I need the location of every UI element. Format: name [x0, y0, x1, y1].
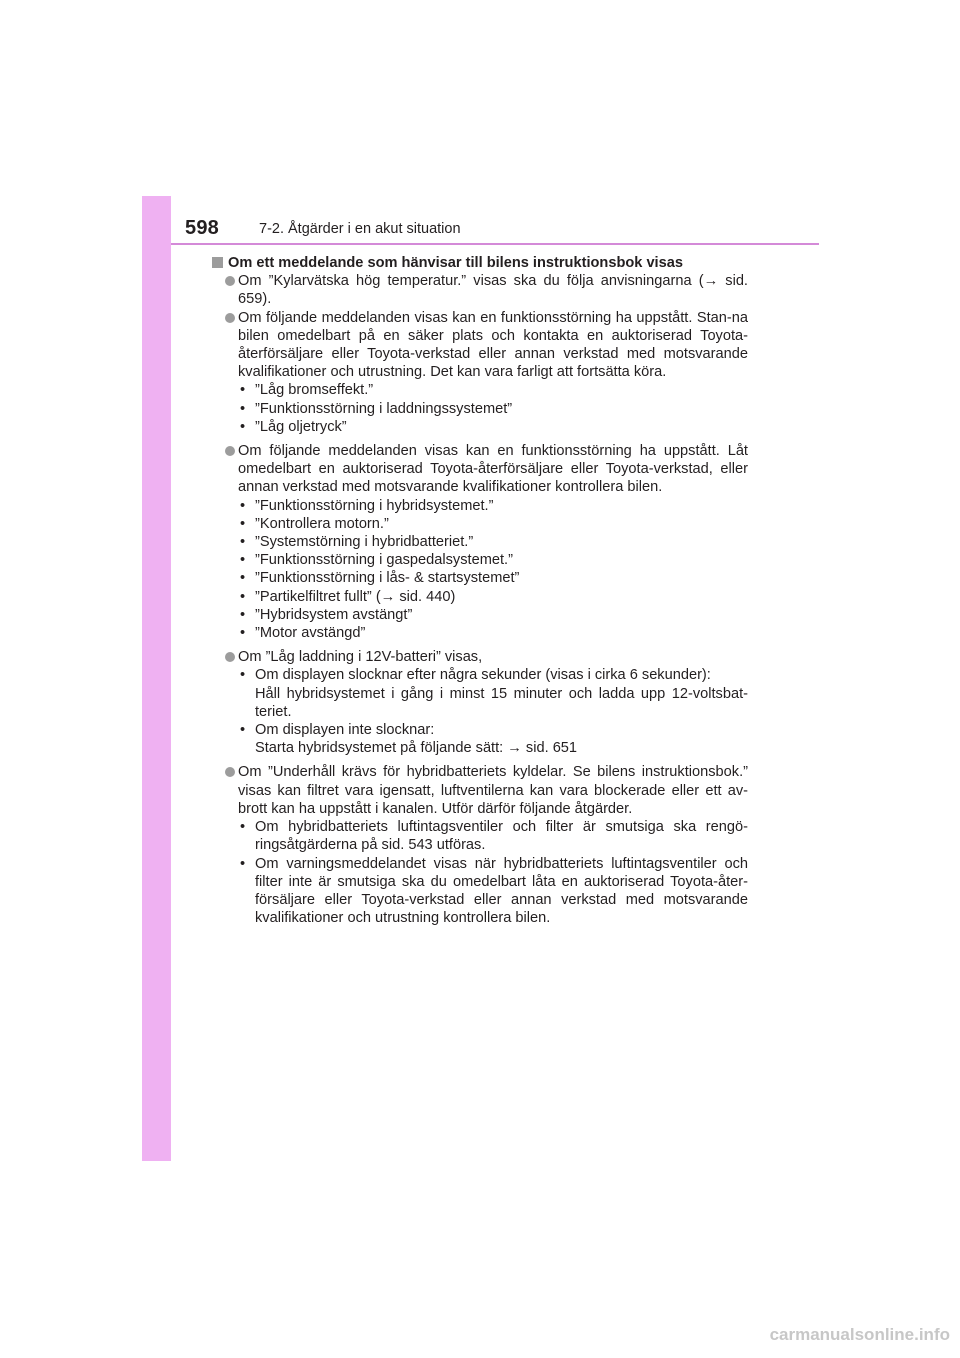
list-item: • ”Funktionsstörning i gaspedalsystemet.” [240, 552, 513, 569]
list-item: • ”Låg bromseffekt.” [240, 382, 374, 399]
list-item: • ”Låg oljetryck” [240, 418, 347, 435]
circle-bullet-icon [225, 446, 235, 456]
list-item: • Om displayen slocknar efter några sekunder (visas i cirka 6 sekunder): Håll hybridsystemet i gång i minst 15 minuter och ladda upp 12-voltsbat-teriet. [240, 667, 748, 720]
paragraph-text: Om ”Underhåll krävs för hybridbatteriets kyldelar. Se bilens instruktionsbok.” visas kan filtret vara igensatt, luftventilerna kan vara blockerade eller ett av-brott kan ha uppstått i kanalen. Utför därför följande åtgärder. [238, 764, 748, 817]
section-heading-text: Om ett meddelande som hänvisar till bilens instruktionsbok visas [228, 255, 683, 271]
instruction-list [212, 666, 748, 757]
message-list [212, 497, 748, 643]
paragraph-text: Om ”Kylarvätska hög temperatur.” visas ska du följa anvisningarna (→ sid. 659). [238, 273, 748, 308]
paragraph-text: Om följande meddelanden visas kan en funktionsstörning ha uppstått. Stan-na bilen omedelbart på en säker plats och kontakta en auktoriserad Toyota-återförsäljare eller Toyota-verkstad eller annan verkstad med motsvarande kvalifikationer och utrustning. Det kan vara farligt att fortsätta köra. [238, 309, 748, 381]
list-item: • ”Funktionsstörning i laddningssystemet” [240, 400, 513, 417]
instruction-list [212, 818, 748, 927]
list-item [212, 272, 748, 308]
section-title: 7-2. Åtgärder i en akut situation [259, 221, 461, 237]
list-item: • ”Motor avstängd” [240, 625, 366, 642]
list-item: • ”Partikelfiltret fullt” (→ sid. 440) [240, 588, 456, 605]
list-item: • ”Hybridsystem avstängt” [240, 606, 413, 623]
circle-bullet-icon [225, 652, 235, 662]
list-item: • ”Funktionsstörning i lås- & startsystemet” [240, 570, 520, 587]
circle-bullet-icon [225, 276, 235, 286]
circle-bullet-icon [225, 767, 235, 777]
list-item: • Om displayen inte slocknar: Starta hybridsystemet på följande sätt: → sid. 651 [240, 722, 578, 757]
list-item: • ”Systemstörning i hybridbatteriet.” [240, 534, 474, 551]
square-bullet-icon [212, 257, 223, 268]
list-item [212, 648, 748, 666]
watermark: carmanualsonline.info [769, 1325, 950, 1344]
paragraph-text: Om följande meddelanden visas kan en funktionsstörning ha uppstått. Låt omedelbart en auktoriserad Toyota-återförsäljare eller Toyota-verkstad, eller annan verkstad med motsvarande kvalifikationer kontrollera bilen. [238, 443, 748, 496]
list-item [212, 442, 748, 497]
paragraph-text: Om ”Låg laddning i 12V-batteri” visas, [238, 649, 483, 666]
list-item: • Om hybridbatteriets luftintagsventiler och filter är smutsiga ska rengö-ringsåtgärderna på sid. 543 utföras. [240, 819, 748, 854]
section-heading [212, 254, 748, 272]
list-item: • ”Funktionsstörning i hybridsystemet.” [240, 497, 494, 514]
page-number: 598 [185, 217, 219, 239]
chapter-tab [142, 196, 171, 1161]
circle-bullet-icon [225, 313, 235, 323]
list-item: • ”Kontrollera motorn.” [240, 515, 389, 532]
message-list [212, 381, 748, 436]
list-item [212, 763, 748, 818]
list-item [212, 309, 748, 382]
header-rule [171, 243, 819, 245]
page-content [212, 254, 748, 933]
list-item: • Om varningsmeddelandet visas när hybridbatteriets luftintagsventiler och filter inte är smutsiga ska du omedelbart låta en auktoriserad Toyota-åter-försäljare eller Toyota-verkstad eller annan verkstad med motsvarande kvalifikationer och utrustning kontrollera bilen. [240, 855, 748, 927]
